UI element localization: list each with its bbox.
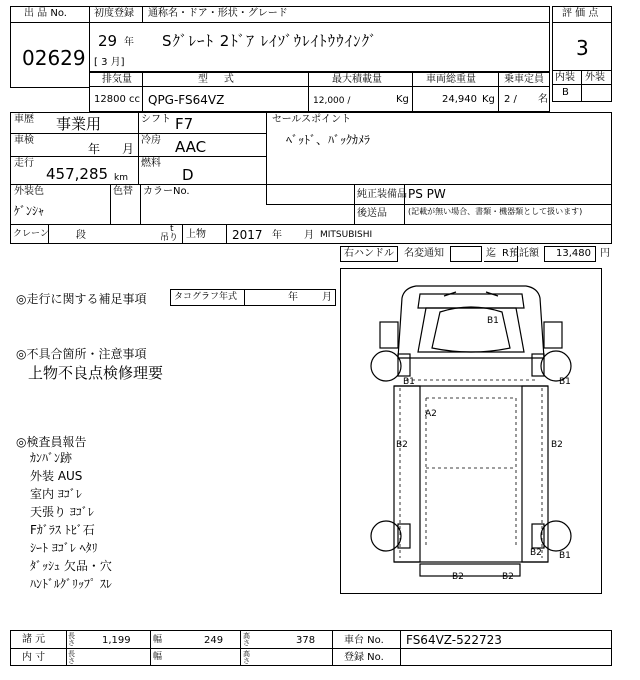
inspector-item: ｶﾝﾊﾞﾝ跡 bbox=[30, 451, 73, 465]
first-reg-label: 初度登録 bbox=[94, 8, 134, 19]
width-label: 幅 bbox=[153, 635, 163, 645]
handle: 右ハンドル bbox=[344, 248, 394, 259]
max-load-unit: Kg bbox=[396, 94, 409, 105]
equip-label: 純正装備品 bbox=[357, 189, 407, 200]
truck-outline bbox=[340, 268, 602, 594]
tacho-year: 年 bbox=[288, 292, 298, 303]
body-label: 上物 bbox=[186, 229, 206, 240]
inspector-item: ｼｰﾄ ﾖｺﾞﾚ ﾍﾀﾘ bbox=[30, 541, 98, 555]
sales-label: セールスポイント bbox=[272, 114, 352, 125]
shift: F7 bbox=[175, 115, 194, 133]
inspector-item: ﾊﾝﾄﾞﾙｸﾞﾘｯﾌﾟ ｽﾚ bbox=[30, 577, 112, 591]
fuel-label: 燃料 bbox=[141, 158, 161, 169]
reg-label: 登録 No. bbox=[344, 652, 384, 663]
month: [ 3 月] bbox=[94, 57, 125, 68]
score: 3 bbox=[576, 36, 589, 60]
mileage-unit: km bbox=[114, 173, 128, 183]
crane-lift-top: t bbox=[170, 224, 174, 234]
fuel: D bbox=[182, 166, 194, 184]
max-load: 12,000 / bbox=[313, 96, 351, 106]
name-change-label: 名変通知 bbox=[404, 248, 444, 259]
recycle-label: R預託額 bbox=[502, 248, 539, 259]
inspection-year: 年 bbox=[88, 142, 101, 156]
inner-width-label: 幅 bbox=[153, 652, 163, 662]
damage-mark: A2 bbox=[425, 409, 437, 419]
crane-lift: 吊り bbox=[160, 233, 179, 243]
inspector-item: Fｶﾞﾗｽ ﾄﾋﾞ石 bbox=[30, 523, 95, 537]
aftermarket-note: (記載が無い場合、書類・機器類として扱います) bbox=[408, 207, 583, 216]
recycle-unit: 円 bbox=[600, 248, 610, 259]
year-unit: 年 bbox=[124, 37, 134, 48]
gross-label: 車両総重量 bbox=[426, 74, 476, 85]
damage-mark: B2 bbox=[452, 572, 464, 582]
length: 1,199 bbox=[102, 635, 131, 646]
capacity-label: 乗車定員 bbox=[504, 74, 544, 85]
inspection-label: 車検 bbox=[14, 135, 34, 146]
inspector-item: 外装 AUS bbox=[30, 469, 83, 483]
auction-sheet bbox=[10, 6, 612, 674]
ext-color: ｹﾞﾝｼｬ bbox=[14, 204, 45, 218]
color-no-label: 色替 bbox=[113, 186, 133, 197]
interior-label: 内装 bbox=[555, 72, 575, 83]
model-label: 型 式 bbox=[198, 74, 234, 85]
height: 378 bbox=[296, 635, 316, 646]
damage-mark: B1 bbox=[559, 377, 571, 387]
dims-label: 諸 元 bbox=[22, 634, 46, 645]
damage-mark: B1 bbox=[559, 551, 571, 561]
damage-mark: B2 bbox=[502, 572, 514, 582]
body-month-unit: 月 bbox=[304, 230, 314, 241]
defects-label: ◎不具合箇所・注意事項 bbox=[16, 347, 147, 361]
inner-height-label: 高さ bbox=[243, 650, 250, 665]
damage-mark: B2 bbox=[396, 440, 408, 450]
equip: PS PW bbox=[408, 187, 446, 201]
crane-label: クレーン bbox=[13, 229, 49, 239]
name-change-box bbox=[450, 246, 482, 262]
damage-mark: B2 bbox=[530, 548, 542, 558]
displacement: 12800 cc bbox=[94, 94, 140, 105]
inspector-item: 室内 ﾖｺﾞﾚ bbox=[30, 487, 82, 501]
defects-text: 上物不良点検修理要 bbox=[28, 364, 164, 382]
damage-mark: B2 bbox=[551, 440, 563, 450]
gross: 24,940 bbox=[442, 94, 477, 105]
inspector-item: ﾀﾞｯｼｭ 欠品・穴 bbox=[30, 559, 112, 573]
height-label: 高さ bbox=[243, 632, 250, 647]
aftermarket-label: 後送品 bbox=[357, 208, 387, 219]
tacho-label: タコグラフ年式 bbox=[174, 292, 238, 302]
mileage-label: 走行 bbox=[14, 158, 34, 169]
ac-label: 冷房 bbox=[141, 135, 161, 146]
max-load-label: 最大積載量 bbox=[332, 74, 382, 85]
body-year: 2017 bbox=[232, 228, 263, 242]
chassis-label: 車台 No. bbox=[344, 635, 384, 646]
vehicle-title: Sｸﾞﾚｰﾄ 2ﾄﾞｱ ﾚｲｿﾞｳﾚｲﾄｳｳｲﾝｸﾞ bbox=[162, 32, 378, 50]
history: 事業用 bbox=[56, 115, 102, 133]
ac: AAC bbox=[175, 138, 207, 156]
length-label: 長さ bbox=[68, 632, 75, 647]
interior-grade: B bbox=[562, 87, 569, 98]
recycle: 13,480 bbox=[556, 248, 591, 259]
inspection-month: 月 bbox=[122, 142, 135, 156]
model: QPG-FS64VZ bbox=[148, 93, 225, 107]
inner-label: 内 寸 bbox=[22, 652, 46, 663]
ext-color-label: 外装色 bbox=[14, 186, 44, 197]
driving-label: ◎走行に関する補足事項 bbox=[16, 292, 147, 306]
damage-mark: B1 bbox=[403, 377, 415, 387]
displacement-label: 排気量 bbox=[102, 74, 132, 85]
mileage: 457,285 bbox=[46, 165, 109, 183]
lot-no: 02629 bbox=[22, 46, 86, 70]
inspector-item: 天張り ﾖｺﾞﾚ bbox=[30, 505, 94, 519]
body-maker: MITSUBISHI bbox=[320, 230, 373, 240]
lot-no-label: 出 品 No. bbox=[24, 8, 67, 19]
crane-steps: 段 bbox=[76, 230, 86, 241]
tacho-month: 月 bbox=[322, 292, 332, 303]
chassis: FS64VZ-522723 bbox=[406, 633, 502, 647]
inspector-label: ◎検査員報告 bbox=[16, 435, 87, 449]
inner-length-label: 長さ bbox=[68, 650, 75, 665]
year: 29 bbox=[98, 32, 118, 50]
sales-text: ﾍﾞｯﾄﾞ、ﾊﾞｯｸｶﾒﾗ bbox=[286, 133, 371, 147]
score-label: 評 価 点 bbox=[562, 8, 599, 19]
width: 249 bbox=[204, 635, 224, 646]
capacity: 2 / bbox=[504, 94, 517, 105]
history-label: 車歴 bbox=[14, 114, 34, 125]
body-year-unit: 年 bbox=[272, 230, 282, 241]
color-code-label: カラーNo. bbox=[143, 186, 190, 197]
shift-label: シフト bbox=[141, 114, 171, 125]
gross-unit: Kg bbox=[482, 94, 495, 105]
deadline-label: 迄 bbox=[486, 248, 496, 259]
exterior-label: 外装 bbox=[585, 72, 605, 83]
damage-mark: B1 bbox=[487, 316, 499, 326]
grade-label: 通称名・ドア・形状・グレード bbox=[148, 8, 288, 19]
capacity-unit: 名 bbox=[538, 94, 548, 105]
